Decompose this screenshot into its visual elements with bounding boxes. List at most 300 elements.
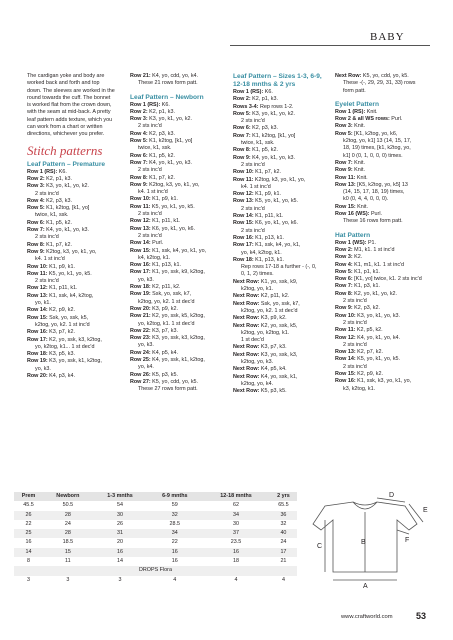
row-instruction: K3, p5, k3.: [47, 351, 75, 358]
row-instruction: k2tog, yo, k4.: [241, 380, 274, 387]
column-1: [27, 73, 115, 380]
table-cell: 4: [234, 576, 238, 583]
pattern-line: [27, 344, 115, 351]
pattern-line: [130, 233, 222, 240]
table-cell: 34: [147, 529, 202, 538]
table-cell: 54: [117, 502, 124, 509]
pattern-line: [130, 211, 222, 218]
row-label: Row 17:: [130, 269, 151, 276]
row-instruction: 2 sts inc'd: [35, 278, 59, 285]
row-instruction: (14, 15, 17, 18, 19) times,: [343, 189, 405, 196]
table-cell: 26: [117, 520, 124, 527]
row-instruction: K1, p9, k1.: [47, 263, 75, 270]
pattern-line: [130, 335, 222, 342]
pattern-line: [233, 374, 328, 381]
row-instruction: K2, p9, k2.: [355, 370, 383, 377]
pattern-line: [335, 138, 433, 145]
row-label: Row 16:: [335, 378, 356, 385]
row-label: Row 2:: [130, 108, 148, 115]
pattern-line: [233, 177, 328, 184]
row-label: Row 4:: [335, 261, 353, 268]
row-instruction: K1, p13, k1.: [253, 234, 284, 241]
row-label: Next Row:: [233, 322, 260, 329]
row-instruction: K3, yo, k1, yo, k2.: [44, 183, 90, 190]
size-table: [14, 492, 297, 585]
row-label: Row 9:: [233, 154, 251, 161]
pattern-line: [335, 313, 433, 320]
row-instruction: K2tog, k3, yo, k1, yo,: [44, 248, 97, 255]
pattern-line: [130, 306, 222, 313]
row-instruction: K5, yo, cdd, yo, k5.: [150, 378, 199, 385]
pattern-line: [335, 386, 433, 393]
table-cell: 65.5: [278, 502, 289, 509]
row-label: Row 15:: [233, 220, 254, 227]
table-cell: 22: [25, 520, 32, 527]
intro-paragraph: The cardigan yoke and body are worked back and forth and top down. The sleeves are worked in the round towards the cuff. The bonnet is worked flat from the crown down, with the seam at mid-back. A pretty leaf pattern adds texture, which you can work from a chart or written directions, whichever you prefer.: [27, 73, 115, 138]
row-instruction: k4. 1 st inc'd: [138, 189, 168, 196]
row-label: Row 25:: [130, 356, 151, 363]
row-label: Row 2:: [335, 246, 353, 253]
pattern-line: [130, 342, 222, 349]
pattern-line: [233, 140, 328, 147]
row-label: Row 15:: [335, 203, 356, 210]
header-cell: 2 yrs: [270, 492, 297, 501]
pattern-line: [130, 364, 222, 371]
row-instruction: K4, yo, k1, yo, k3.: [250, 154, 296, 161]
row-instruction: k4. 1 st inc'd: [35, 256, 65, 263]
pattern-line: [335, 182, 433, 189]
pattern-line: [335, 298, 433, 305]
pattern-line: [335, 291, 433, 298]
row-label: Next Row:: [233, 293, 260, 300]
pattern-line: [233, 133, 328, 140]
row-instruction: 2 sts inc'd: [343, 298, 367, 305]
row-instruction: K6.: [160, 101, 170, 108]
pattern-line: [130, 109, 222, 116]
row-instruction: 2 sts inc'd: [241, 205, 265, 212]
row-label: Row 18:: [130, 284, 151, 291]
row-instruction: k2tog, yo, k3.: [241, 358, 274, 365]
pattern-line: [335, 160, 433, 167]
row-label: Row 12:: [27, 285, 48, 292]
table-cell: 14: [14, 548, 43, 557]
pattern-line: [233, 388, 328, 395]
row-instruction: K1, yo, ssk, k9, k2tog,: [150, 269, 205, 276]
table-row: [14, 501, 297, 510]
row-label: Row 17:: [233, 242, 254, 249]
label-e: E: [423, 507, 428, 514]
table-row: [14, 529, 297, 538]
row-label: Next Row:: [233, 278, 260, 285]
row-instruction: K5, yo, cdd, yo, k5.: [361, 73, 409, 79]
table-cell: 4: [281, 576, 285, 583]
row-label: Row 2 & all WS rows:: [335, 116, 390, 123]
row-label: Row 5:: [130, 138, 148, 145]
row-instruction: K4, p3, k4.: [47, 372, 75, 379]
row-label: Next Row:: [233, 351, 260, 358]
pattern-line: [27, 307, 115, 314]
row-instruction: M1, k1. 1 st inc'd: [352, 246, 395, 253]
yarn-label-row: [14, 566, 297, 575]
row-instruction: k4. 1 st inc'd: [241, 183, 271, 190]
leaf-premature-title: Leaf Pattern – Premature: [27, 160, 106, 168]
pattern-line: [335, 80, 433, 87]
pattern-line: [335, 364, 433, 371]
row-instruction: K1, yo, ssk, k9,: [259, 278, 298, 285]
row-instruction: k2tog, yo, k2tog, k1.: [241, 329, 290, 336]
table-cell: 18.5: [62, 539, 74, 546]
table-row: [14, 538, 297, 547]
row-instruction: K3, yo, ssk, k3, k2tog,: [150, 335, 205, 342]
pattern-line: [233, 337, 328, 344]
stitch-patterns-heading: Stitch patterns: [27, 142, 103, 158]
row-label: Row 7:: [27, 227, 45, 234]
row-label: Row 13:: [335, 349, 356, 356]
row-label: Row 1 (RS):: [233, 89, 264, 95]
row-label: Next Row:: [335, 73, 362, 79]
pattern-line: [130, 379, 222, 386]
pattern-line: [130, 386, 222, 393]
row-instruction: yo, k4.: [138, 364, 154, 371]
row-label: Row 3:: [335, 123, 353, 130]
row-label: Next Row:: [233, 315, 260, 322]
row-instruction: K3, p7, k3.: [150, 327, 178, 334]
table-cell: 36: [270, 511, 297, 520]
pattern-line: [130, 372, 222, 379]
row-label: Row 1 (WS):: [335, 239, 367, 246]
pattern-line: [335, 283, 433, 290]
row-instruction: yo, k1.: [35, 300, 51, 307]
row-instruction: K3, yo, k1, yo, k2.: [250, 110, 296, 117]
row-label: Row 8:: [130, 174, 148, 181]
row-instruction: K3, p9, k2.: [150, 305, 178, 312]
eyelet-rows: [335, 109, 433, 226]
row-instruction: K4, yo, ssk, k1,: [259, 373, 298, 380]
row-label: Next Row:: [233, 373, 260, 380]
pattern-line: [27, 366, 115, 373]
row-label: Row 9:: [335, 305, 353, 312]
row-instruction: K1, p1, k1.: [352, 268, 380, 275]
pattern-line: [335, 73, 433, 80]
row-instruction: K6, yo, k1, yo, k6.: [150, 225, 196, 232]
row-instruction: K1, p9, k1.: [150, 196, 178, 203]
pattern-line: [130, 145, 222, 152]
header-cell: Prem: [14, 492, 43, 501]
row-label: Row 11:: [335, 327, 356, 334]
pattern-line: [335, 356, 433, 363]
pattern-line: [27, 234, 115, 241]
row-label: Rows 3-4:: [233, 103, 259, 110]
pattern-line: [130, 175, 222, 182]
pattern-line: [335, 327, 433, 334]
table-cell: 8: [27, 558, 31, 565]
row-label: Row 7:: [335, 283, 353, 290]
table-cell: 15: [43, 548, 93, 557]
leaf-sizes-rows: [233, 89, 328, 395]
table-cell: 28.5: [169, 520, 181, 527]
header-cell: 1-3 mnths: [93, 492, 148, 501]
pattern-line: [233, 104, 328, 111]
row-label: Row 10:: [335, 312, 356, 319]
row-instruction: 2 sts inc'd: [35, 234, 59, 241]
pattern-line: [335, 349, 433, 356]
pattern-line: [233, 242, 328, 249]
pattern-line: [335, 189, 433, 196]
pattern-line: [233, 315, 328, 322]
row-instruction: Knit.: [352, 123, 365, 130]
table-cell: 45.5: [23, 502, 34, 509]
row-instruction: These 21 rows form patt.: [138, 80, 198, 87]
row-instruction: 2 sts inc'd: [343, 319, 367, 326]
table-cell: 3: [66, 576, 70, 583]
pattern-line: [233, 301, 328, 308]
pattern-line: [27, 300, 115, 307]
table-cell: 16: [202, 548, 270, 557]
row-label: Row 24:: [130, 349, 151, 356]
table-cell: 3: [27, 576, 31, 583]
row-label: Row 15:: [27, 314, 48, 321]
row-instruction: Knit.: [352, 167, 365, 174]
row-label: Row 13:: [233, 198, 254, 205]
row-instruction: 2 sts inc'd: [138, 211, 162, 218]
row-label: Row 9:: [27, 248, 45, 255]
pattern-line: [27, 249, 115, 256]
pattern-line: [335, 269, 433, 276]
pattern-line: [233, 155, 328, 162]
row-label: Row 13:: [130, 225, 151, 232]
row-instruction: 2 sts inc'd: [138, 167, 162, 174]
row-instruction: Knit.: [355, 203, 368, 210]
pattern-line: [27, 176, 115, 183]
footer-website: www.craftworld.com: [341, 614, 393, 620]
pattern-line: [27, 278, 115, 285]
pattern-line: [335, 305, 433, 312]
table-cell: 28: [43, 511, 93, 520]
row-instruction: K1, ssk, k4, yo, k1,: [253, 242, 301, 249]
row-instruction: k2tog, yo, k2. 1 st inc'd: [35, 321, 90, 328]
row-instruction: These 27 rows form patt.: [138, 386, 198, 393]
row-instruction: K1, p13, k1.: [150, 262, 181, 269]
dimension-e: [409, 504, 423, 522]
table-cell: 4: [173, 576, 177, 583]
row-label: Row 11:: [130, 203, 151, 210]
row-label: Row 19:: [27, 358, 48, 365]
leaf-newborn-title: Leaf Pattern – Newborn: [130, 93, 204, 101]
pattern-line: [335, 123, 433, 130]
pattern-line: [130, 102, 222, 109]
row-label: Row 5:: [233, 110, 251, 117]
pattern-line: [130, 73, 222, 80]
row-label: Row 7:: [130, 159, 148, 166]
pattern-line: [335, 116, 433, 123]
row-label: Row 6:: [27, 219, 45, 226]
row-instruction: twice, k1, ssk.: [241, 140, 275, 147]
row-label: Row 10:: [233, 169, 254, 176]
row-instruction: K5, yo, k1, yo, k5.: [47, 270, 92, 277]
page-number: 53: [416, 611, 427, 621]
row-instruction: K2, p1, k3.: [147, 108, 175, 115]
row-instruction: K2, p5, k2.: [355, 327, 383, 334]
row-instruction: [K1, k2tog, yo, k6,: [352, 130, 398, 137]
row-instruction: K1, p3, k1.: [352, 283, 380, 290]
pattern-line: [130, 123, 222, 130]
row-label: Row 14:: [233, 213, 254, 220]
table-cell: 24: [280, 539, 287, 546]
table-cell: 50.5: [62, 502, 74, 509]
pattern-line: [233, 359, 328, 366]
row-label: Row 17:: [27, 336, 48, 343]
pattern-line: [233, 89, 328, 96]
row-label: Row 6:: [335, 276, 353, 283]
label-b: B: [361, 539, 366, 546]
table-cell: 21: [280, 558, 287, 565]
row-instruction: K1, p11, k1.: [47, 285, 78, 292]
pattern-line: [233, 191, 328, 198]
pattern-line: [27, 198, 115, 205]
pattern-line: [130, 248, 222, 255]
row-instruction: yo, k3.: [35, 365, 51, 372]
header-cell: Newborn: [43, 492, 93, 501]
pattern-line: [335, 320, 433, 327]
row-instruction: k2tog, yo, k1] 13 (14, 15, 17,: [343, 138, 412, 145]
size-table-body: [14, 501, 297, 585]
table-cell: 18: [233, 558, 240, 565]
hat-title: Hat Pattern: [335, 231, 371, 239]
row-instruction: K5, p3, k5.: [259, 388, 287, 395]
pattern-line: [335, 254, 433, 261]
row-label: Row 1 (RS):: [335, 108, 366, 115]
pattern-line: [335, 204, 433, 211]
pattern-line: [130, 116, 222, 123]
row-label: Row 16 (WS):: [335, 211, 370, 218]
row-instruction: 2 sts inc'd: [343, 363, 367, 370]
pattern-line: [233, 264, 328, 271]
pattern-line: [335, 378, 433, 385]
pattern-line: [27, 212, 115, 219]
row-instruction: 1 st dec'd: [241, 337, 264, 344]
row-label: Row 6:: [130, 152, 148, 159]
row-instruction: Purl.: [369, 211, 383, 218]
row-instruction: K2tog, k3, yo, k1, yo,: [147, 181, 200, 188]
pattern-line: [335, 196, 433, 203]
pattern-line: [130, 255, 222, 262]
row-instruction: yo, k3.: [138, 276, 154, 283]
row-instruction: yo, k2tog, k1. 1 st dec'd: [138, 320, 195, 327]
pattern-line: [130, 313, 222, 320]
pattern-line: [233, 169, 328, 176]
pattern-line: [130, 277, 222, 284]
table-cell: 23.5: [230, 539, 242, 546]
row-instruction: K2tog, k3, yo, k1, yo,: [253, 176, 306, 183]
row-instruction: k1] 0 (0, 1, 0, 0, 0) times.: [343, 152, 403, 159]
pattern-line: [335, 153, 433, 160]
pattern-line: [233, 206, 328, 213]
row-instruction: K1, p5, k2.: [44, 219, 72, 226]
dimension-f: [397, 530, 409, 534]
row-instruction: 2 sts inc'd: [241, 161, 265, 168]
pattern-line: [335, 247, 433, 254]
row-instruction: 2 sts inc'd: [343, 341, 367, 348]
pattern-line: [130, 291, 222, 298]
row-label: Row 14:: [130, 240, 151, 247]
pattern-line: [233, 213, 328, 220]
pattern-line: [335, 342, 433, 349]
pattern-line: [130, 328, 222, 335]
pattern-line: [27, 227, 115, 234]
table-cell: 14: [117, 558, 124, 565]
row-instruction: Knit.: [355, 174, 368, 181]
table-cell: 17: [270, 548, 297, 557]
table-row: [14, 520, 297, 529]
table-cell: 26: [14, 511, 43, 520]
row-label: Row 8:: [335, 290, 353, 297]
row-label: Row 20:: [130, 305, 151, 312]
pattern-line: [27, 337, 115, 344]
row-instruction: [K1, yo] twice, k1. 2 sts inc'd: [352, 276, 422, 283]
row-instruction: K4, yo, k1, yo, k3.: [44, 227, 90, 234]
pattern-line: [27, 329, 115, 336]
table-cell: 20: [117, 539, 124, 546]
row-label: Row 5:: [335, 268, 353, 275]
leaf-sizes-continued: [335, 73, 433, 95]
row-instruction: K4, yo, k1, yo, k3.: [147, 159, 193, 166]
leaf-newborn-rows: [130, 102, 222, 394]
table-cell: 28: [43, 529, 93, 538]
pattern-line: [335, 335, 433, 342]
row-instruction: K2, p7, k2.: [355, 349, 383, 356]
row-instruction: Purl.: [150, 240, 164, 247]
pattern-line: [233, 184, 328, 191]
row-label: Row 11:: [233, 176, 254, 183]
pattern-line: [130, 196, 222, 203]
row-instruction: Knit.: [352, 159, 365, 166]
row-instruction: K6.: [57, 168, 67, 175]
row-instruction: These -(-, 29, 29, 31, 33) rows: [343, 80, 416, 87]
row-instruction: Ssk, yo, ssk, k7,: [259, 300, 300, 307]
pattern-line: [233, 96, 328, 103]
leaf-sizes-title: Leaf Pattern – Sizes 1-3, 6-9, 12-18 mnths & 2 yrs: [233, 73, 322, 88]
row-instruction: K2, p1, k3.: [250, 96, 278, 103]
row-label: Row 11:: [27, 270, 48, 277]
row-label: Row 19:: [130, 291, 151, 298]
pattern-line: [130, 226, 222, 233]
pattern-line: [130, 189, 222, 196]
row-label: Row 13:: [27, 292, 48, 299]
section-tag: BABY: [370, 31, 405, 43]
yarn-quantity-row: [14, 576, 297, 585]
row-label: Row 14:: [27, 307, 48, 314]
row-label: Row 18:: [233, 256, 254, 263]
row-instruction: Ssk, yo, ssk, k5,: [47, 314, 89, 321]
row-label: Row 22:: [130, 327, 151, 334]
pattern-line: [233, 344, 328, 351]
row-label: Next Row:: [233, 300, 260, 307]
row-instruction: K2, p1, k3.: [44, 175, 72, 182]
row-instruction: K2, yo, k1, yo, k2.: [352, 290, 398, 297]
table-row: [14, 557, 297, 566]
row-instruction: K4, yo, k1, yo, k4.: [355, 334, 401, 341]
row-instruction: K1, p11, k1.: [253, 213, 284, 220]
row-label: Row 12:: [233, 191, 254, 198]
row-instruction: K3, yo, k1, yo, k3.: [355, 312, 401, 319]
pattern-line: [130, 357, 222, 364]
pattern-line: [233, 125, 328, 132]
table-cell: 34: [202, 511, 270, 520]
row-instruction: K2, p9, k2.: [47, 307, 75, 314]
row-instruction: K1, p5, k2.: [250, 147, 278, 154]
table-cell: 31: [93, 529, 148, 538]
pattern-line: [27, 191, 115, 198]
